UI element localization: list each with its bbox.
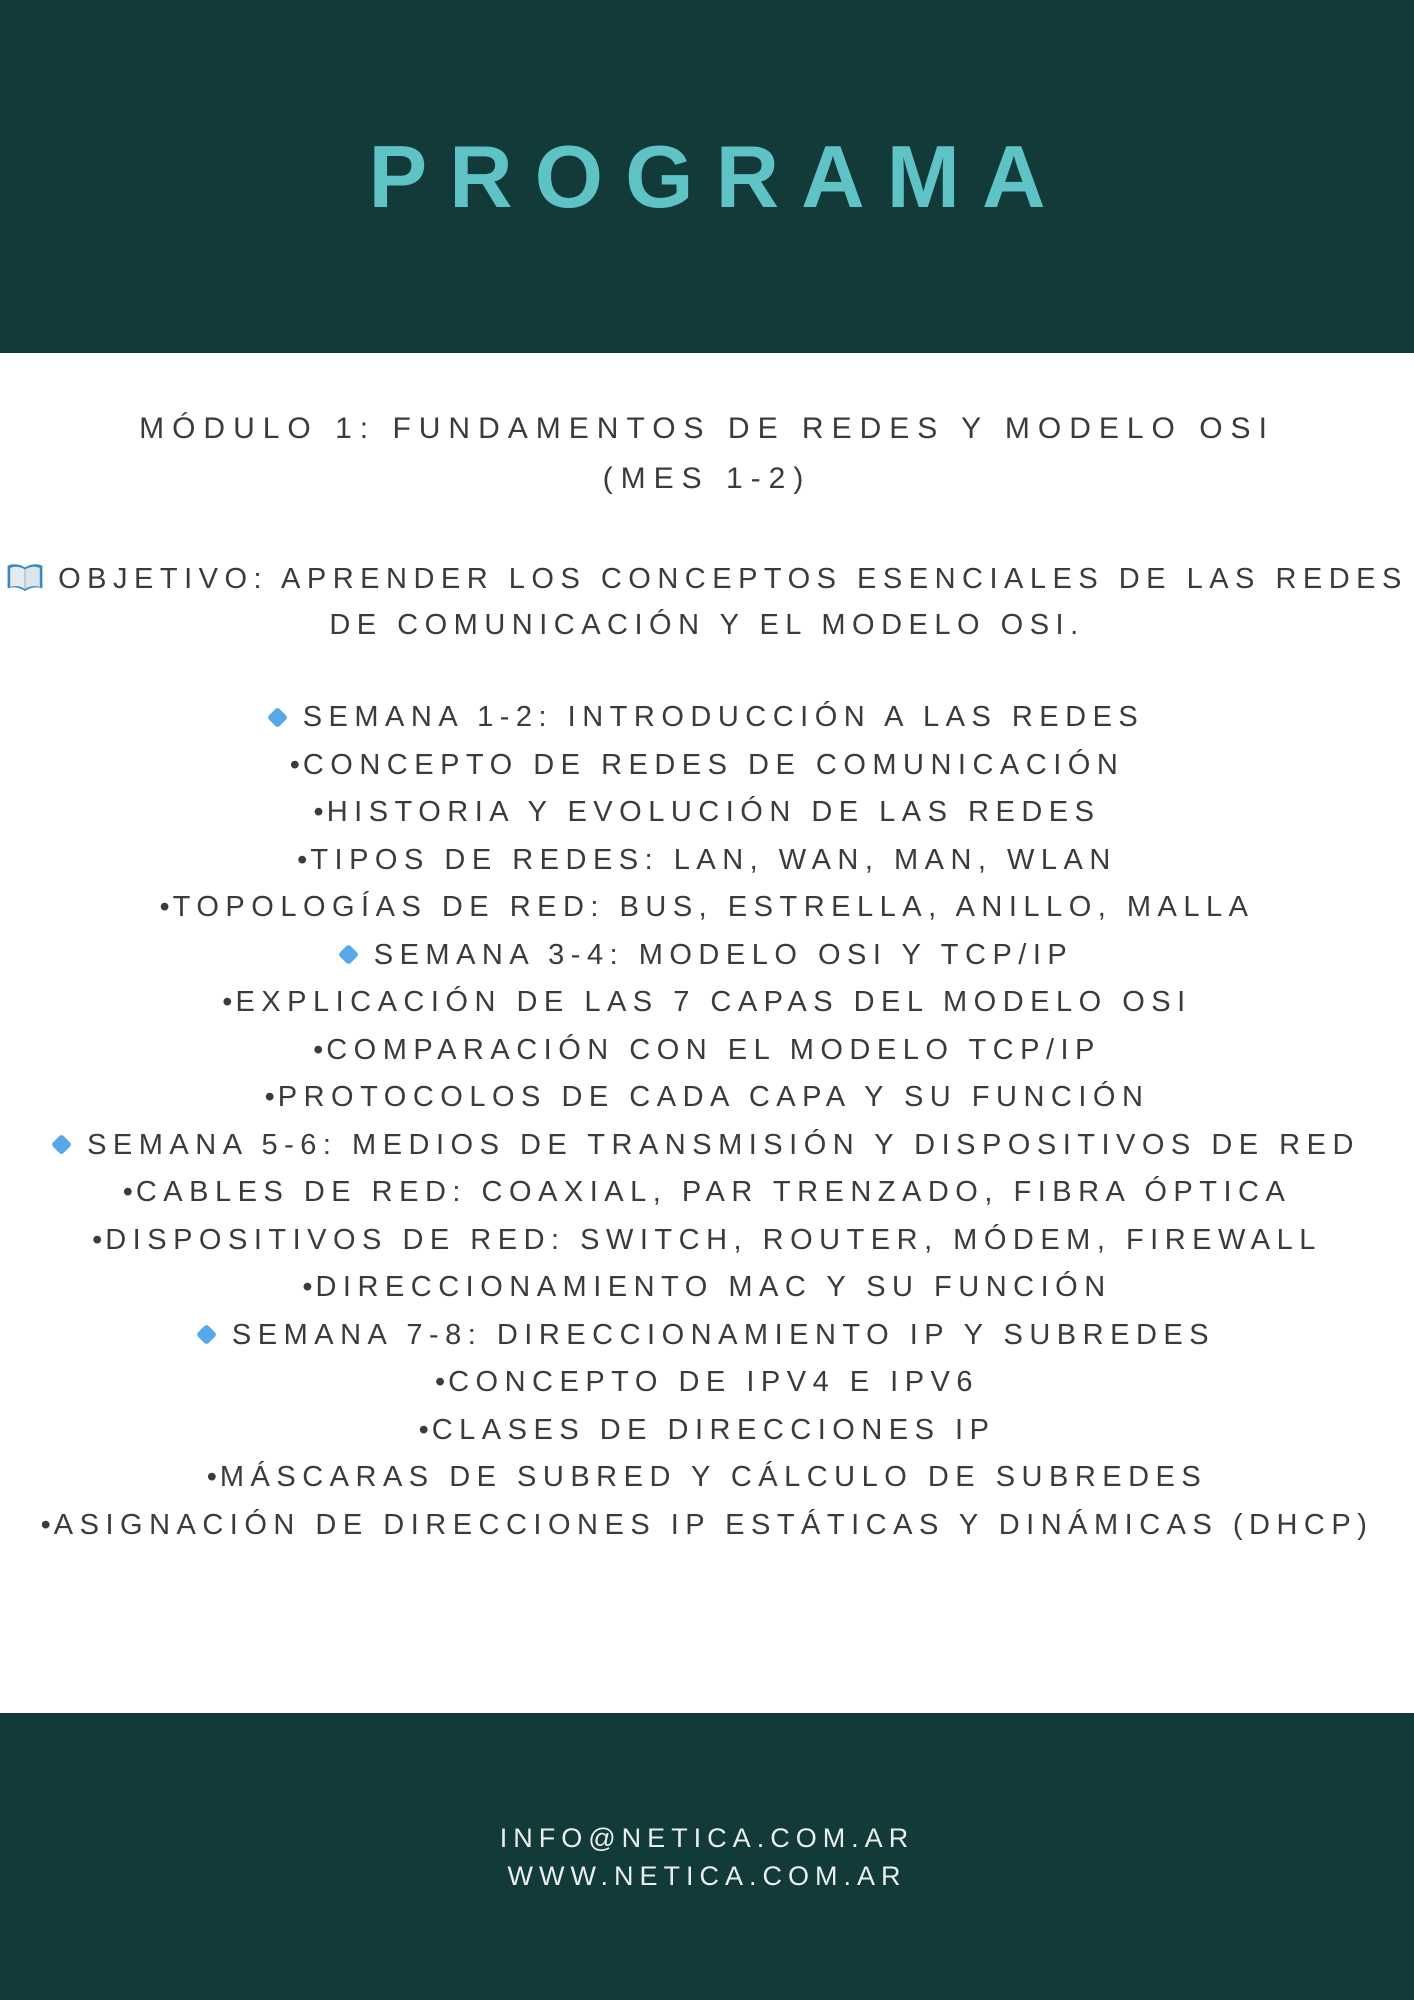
topic-item (0, 884, 1414, 932)
topic-label: PROTOCOLOS DE CADA CAPA Y SU FUNCIÓN (277, 1081, 1150, 1113)
topic-label: ASIGNACIÓN DE DIRECCIONES IP ESTÁTICAS Y DINÁMICAS (DHCP) (53, 1508, 1374, 1541)
module-title-line1: MÓDULO 1: FUNDAMENTOS DE REDES Y MODELO OSI (139, 412, 1275, 445)
footer-band (0, 1713, 1414, 2000)
dot-bullet: • (434, 1366, 446, 1398)
small-blue-diamond-icon (51, 1134, 72, 1155)
topic-item (0, 1454, 1414, 1502)
header-band (0, 0, 1414, 353)
week-heading-label: SEMANA 5-6: MEDIOS DE TRANSMISIÓN Y DISPOSITIVOS DE RED (87, 1128, 1360, 1161)
dot-bullet: • (289, 748, 300, 781)
objective-line1 (0, 556, 1414, 602)
topic-label: MÁSCARAS DE SUBRED Y CÁLCULO DE SUBREDES (219, 1461, 1208, 1493)
small-blue-diamond-icon (338, 944, 359, 965)
topic-item (0, 1359, 1414, 1407)
dot-bullet: • (159, 891, 170, 923)
topic-item (0, 1074, 1414, 1122)
module-title-line2: (MES 1-2) (602, 462, 812, 495)
topic-item (0, 1264, 1414, 1312)
dot-bullet: • (313, 1033, 324, 1066)
topic-label: CLASES DE DIRECCIONES IP (431, 1413, 996, 1446)
dot-bullet: • (40, 1508, 51, 1541)
dot-bullet: • (313, 796, 324, 828)
objective-text: OBJETIVO: APRENDER LOS CONCEPTOS ESENCIALES DE LAS REDES (58, 563, 1408, 595)
dot-bullet: • (122, 1176, 133, 1208)
topic-item (0, 742, 1414, 790)
topic-item (0, 1169, 1414, 1217)
topic-label: HISTORIA Y EVOLUCIÓN DE LAS REDES (326, 796, 1101, 828)
week-heading-label: SEMANA 3-4: MODELO OSI Y TCP/IP (373, 938, 1074, 971)
topic-item (0, 1407, 1414, 1455)
topic-label: DISPOSITIVOS DE RED: SWITCH, ROUTER, MÓDEM, FIREWALL (105, 1223, 1322, 1256)
topic-label: CABLES DE RED: COAXIAL, PAR TRENZADO, FIBRA ÓPTICA (135, 1176, 1292, 1208)
topic-label: TOPOLOGÍAS DE RED: BUS, ESTRELLA, ANILLO, MALLA (172, 891, 1255, 923)
objective (0, 556, 1414, 648)
topic-item (0, 1502, 1414, 1550)
dot-bullet: • (418, 1413, 429, 1446)
topic-label: COMPARACIÓN CON EL MODELO TCP/IP (326, 1033, 1101, 1066)
dot-bullet: • (222, 986, 233, 1018)
dot-bullet: • (264, 1081, 275, 1113)
week-heading (0, 1312, 1414, 1360)
small-blue-diamond-icon (267, 707, 288, 728)
week-heading-label: SEMANA 7-8: DIRECCIONAMIENTO IP Y SUBREDES (231, 1318, 1216, 1351)
footer-website: WWW.NETICA.COM.AR (507, 1860, 907, 1891)
topic-item (0, 789, 1414, 837)
footer-email: INFO@NETICA.COM.AR (499, 1822, 915, 1853)
week-heading-label: SEMANA 1-2: INTRODUCCIÓN A LAS REDES (302, 701, 1145, 733)
dot-bullet: • (302, 1271, 313, 1303)
topic-item (0, 979, 1414, 1027)
topic-label: DIRECCIONAMIENTO MAC Y SU FUNCIÓN (315, 1271, 1112, 1303)
topic-item (0, 837, 1414, 885)
topic-label: EXPLICACIÓN DE LAS 7 CAPAS DEL MODELO OSI (235, 986, 1192, 1018)
topic-item (0, 1027, 1414, 1075)
program-list (0, 694, 1414, 1549)
objective-line2: DE COMUNICACIÓN Y EL MODELO OSI. (329, 609, 1085, 641)
dot-bullet: • (206, 1461, 217, 1493)
dot-bullet: • (297, 843, 308, 876)
week-heading (0, 1122, 1414, 1170)
topic-item (0, 1217, 1414, 1265)
topic-label: TIPOS DE REDES: LAN, WAN, MAN, WLAN (310, 843, 1117, 876)
page-title: PROGRAMA (368, 126, 1068, 226)
open-book-icon (6, 562, 44, 594)
topic-label: CONCEPTO DE IPV4 E IPV6 (448, 1366, 980, 1398)
week-heading (0, 932, 1414, 980)
topic-label: CONCEPTO DE REDES DE COMUNICACIÓN (302, 748, 1125, 781)
small-blue-diamond-icon (196, 1324, 217, 1345)
module-title (0, 404, 1414, 504)
week-heading (0, 694, 1414, 742)
dot-bullet: • (92, 1223, 103, 1256)
